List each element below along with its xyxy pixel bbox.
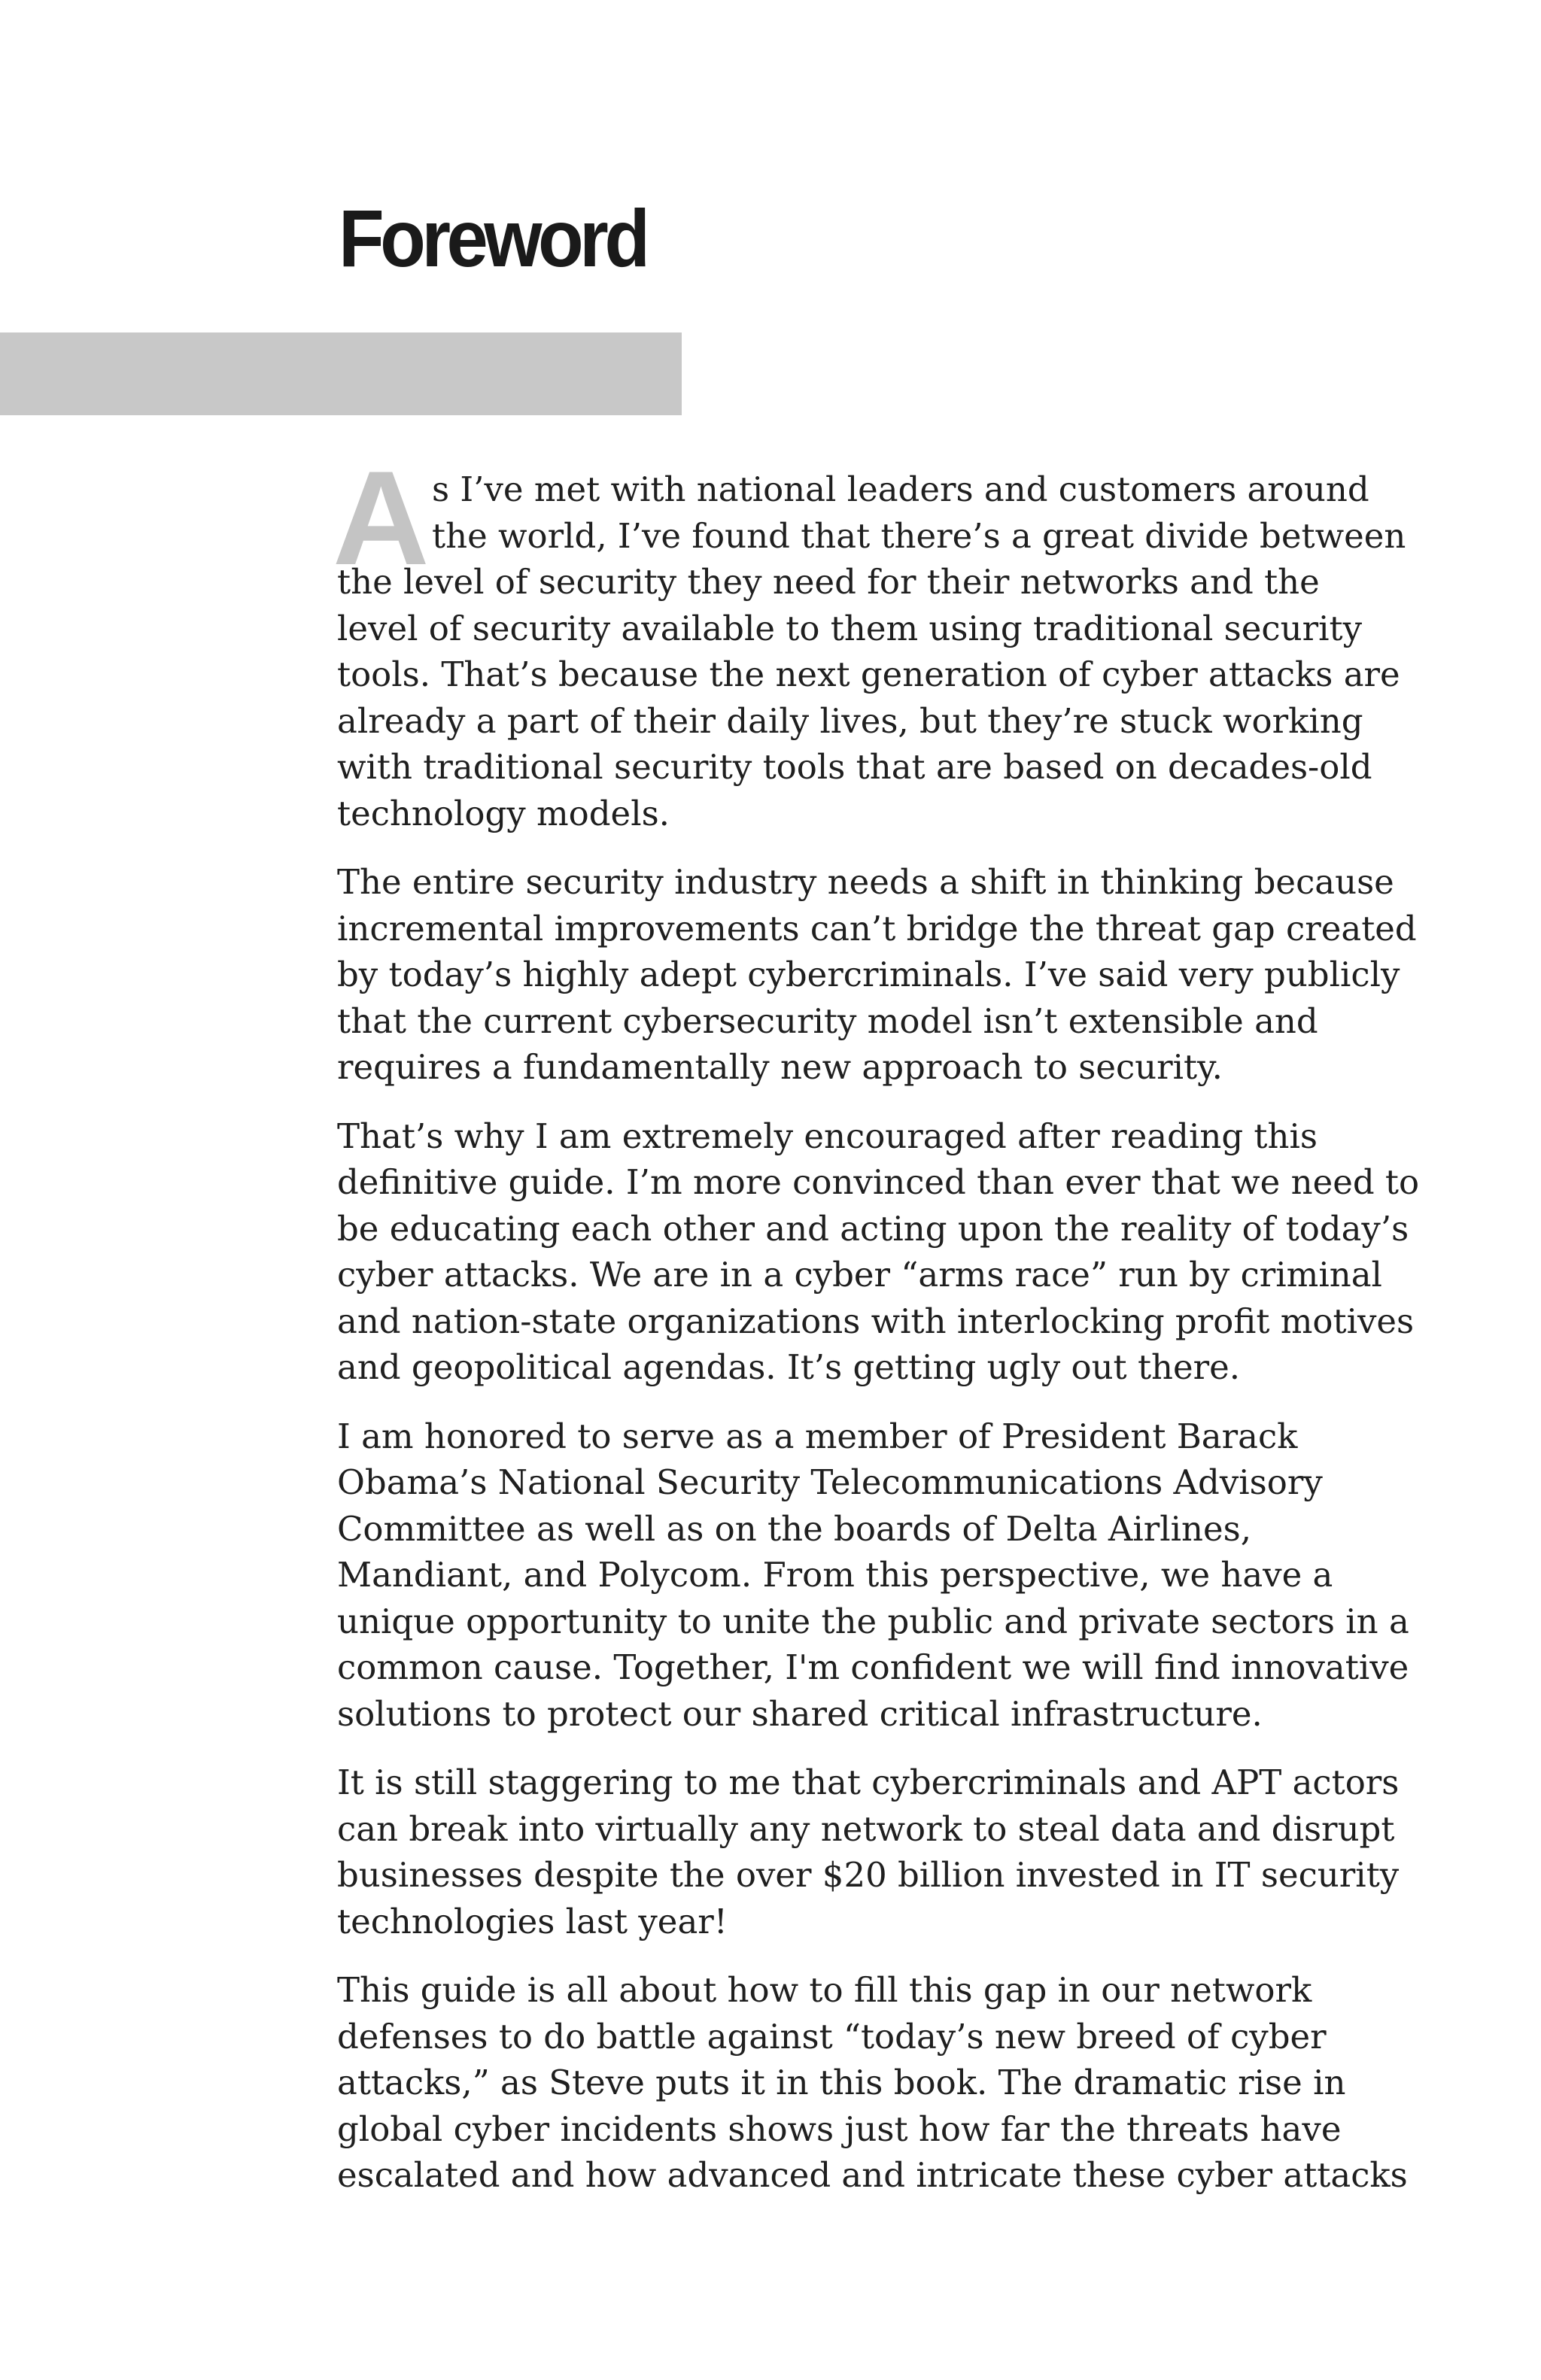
text-line: global cyber incidents shows just how far the threats have bbox=[337, 2108, 1342, 2149]
text-line: the world, I’ve found that there’s a great divide between bbox=[432, 515, 1406, 556]
text-line: This guide is all about how to fill this gap in our network bbox=[337, 1970, 1312, 2010]
text-line: Obama’s National Security Telecommunications Advisory bbox=[337, 1462, 1323, 1502]
paragraph-2 bbox=[337, 859, 1417, 1091]
text-line: The entire security industry needs a shift in thinking because bbox=[337, 862, 1394, 902]
text-line: Mandiant, and Polycom. From this perspective, we have a bbox=[337, 1555, 1333, 1595]
text-line: level of security available to them using traditional security bbox=[337, 608, 1362, 648]
text-line: businesses despite the over $20 billion invested in IT security bbox=[337, 1855, 1400, 1895]
title-rule-bar bbox=[0, 332, 682, 415]
text-line: be educating each other and acting upon the reality of today’s bbox=[337, 1208, 1409, 1249]
text-line: unique opportunity to unite the public and private sectors in a bbox=[337, 1601, 1409, 1641]
body-text bbox=[333, 443, 1420, 2221]
text-line: solutions to protect our shared critical infrastructure. bbox=[337, 1693, 1263, 1734]
paragraph-5 bbox=[337, 1759, 1400, 1944]
text-line: technologies last year! bbox=[337, 1901, 728, 1941]
page-title: Foreword bbox=[339, 193, 646, 284]
text-line: and geopolitical agendas. It’s getting ugly out there. bbox=[337, 1347, 1241, 1387]
text-line: Committee as well as on the boards of Delta Airlines, bbox=[337, 1508, 1252, 1549]
text-line: and nation-state organizations with interlocking profit motives bbox=[337, 1301, 1415, 1341]
text-line: cyber attacks. We are in a cyber “arms race” run by criminal bbox=[337, 1255, 1382, 1295]
text-line: attacks,” as Steve puts it in this book. The dramatic rise in bbox=[337, 2063, 1346, 2102]
text-line: tools. That’s because the next generation of cyber attacks are bbox=[337, 654, 1400, 694]
text-line: already a part of their daily lives, but they’re stuck working bbox=[337, 700, 1363, 741]
paragraph-4 bbox=[337, 1413, 1409, 1738]
text-line: the level of security they need for their networks and the bbox=[337, 562, 1320, 602]
text-line: s I’ve met with national leaders and customers around bbox=[432, 469, 1369, 509]
text-line: requires a fundamentally new approach to security. bbox=[337, 1047, 1223, 1087]
text-line: That’s why I am extremely encouraged after reading this bbox=[337, 1116, 1318, 1156]
text-line: can break into virtually any network to steal data and disrupt bbox=[337, 1808, 1395, 1849]
text-line: that the current cybersecurity model isn’t extensible and bbox=[337, 1000, 1318, 1041]
paragraph-1 bbox=[333, 443, 1406, 836]
drop-cap: A bbox=[333, 443, 430, 593]
text-line: It is still staggering to me that cybercriminals and APT actors bbox=[337, 1762, 1400, 1802]
text-line: technology models. bbox=[337, 793, 670, 833]
text-line: escalated and how advanced and intricate these cyber attacks bbox=[337, 2155, 1408, 2195]
text-line: defenses to do battle against “today’s new breed of cyber bbox=[337, 2016, 1327, 2057]
text-line: common cause. Together, I'm confident we will find innovative bbox=[337, 1647, 1409, 1687]
text-line: I am honored to serve as a member of President Barack bbox=[337, 1416, 1298, 1456]
text-line: by today’s highly adept cybercriminals. I’ve said very publicly bbox=[337, 955, 1400, 994]
paragraph-6 bbox=[337, 1967, 1408, 2199]
text-line: definitive guide. I’m more convinced than ever that we need to bbox=[337, 1162, 1420, 1202]
paragraph-3 bbox=[337, 1113, 1420, 1391]
text-line: incremental improvements can’t bridge the threat gap created bbox=[337, 908, 1417, 949]
text-line: with traditional security tools that are based on decades-old bbox=[337, 747, 1372, 787]
